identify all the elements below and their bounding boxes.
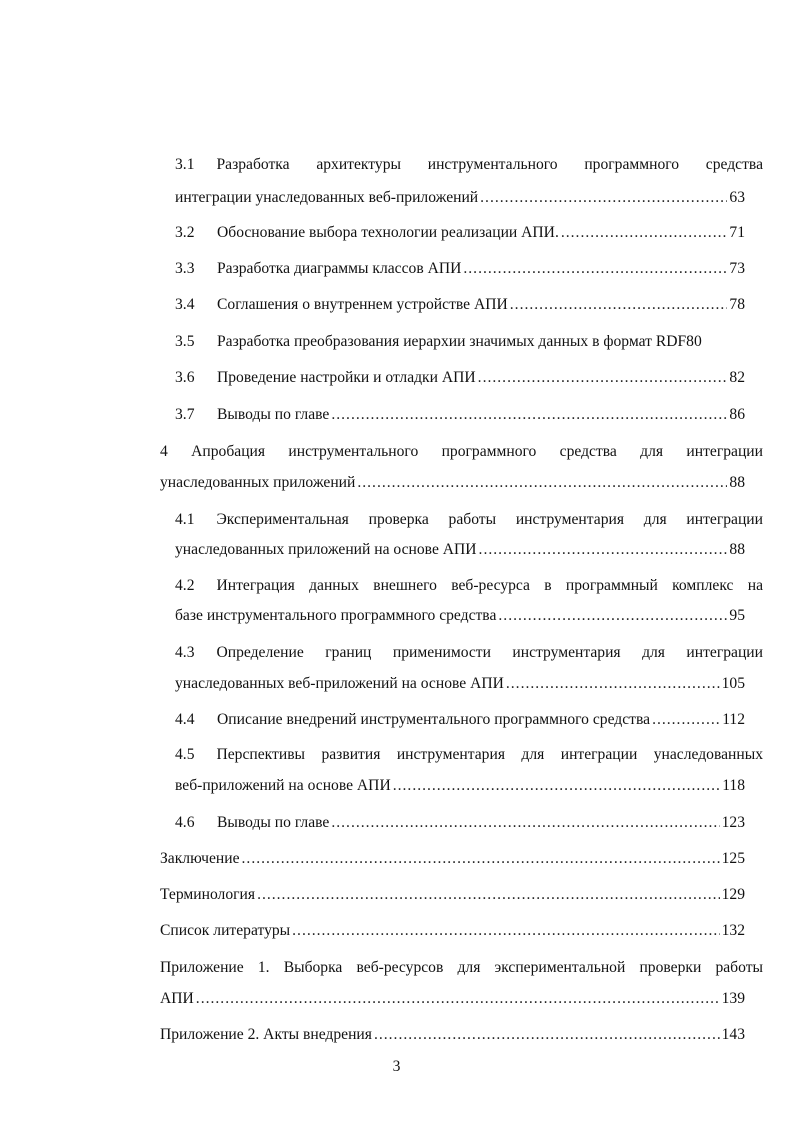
toc-entry-3-2 <box>175 222 745 244</box>
dot-leader <box>652 709 720 731</box>
toc-num: 3.2 <box>175 224 195 241</box>
toc-page: 95 <box>729 607 745 624</box>
toc-page: 129 <box>721 886 745 903</box>
toc-entry-4-5-line2 <box>175 775 745 797</box>
dot-leader <box>498 605 727 627</box>
toc-title: Приложение 2. Акты внедрения <box>160 1026 372 1043</box>
toc-entry-3-7 <box>175 404 745 426</box>
dot-leader <box>331 404 727 426</box>
dot-leader <box>357 472 727 494</box>
toc-entry-references <box>160 920 745 942</box>
toc-entry-4-4 <box>175 709 745 731</box>
toc-page: 123 <box>721 814 745 831</box>
toc-page: 105 <box>721 675 745 692</box>
dot-leader <box>478 367 728 389</box>
toc-title: Проведение настройки и отладки АПИ <box>217 369 476 386</box>
toc-title: 4 Апробация инструментального программного средства для интеграции <box>160 443 763 460</box>
toc-page: 78 <box>729 296 745 313</box>
toc-title: Перспективы развития инструментария для интеграции унаследованных <box>216 746 763 763</box>
toc-num: 3.7 <box>175 406 195 423</box>
toc-num: 3.3 <box>175 260 195 277</box>
toc-title: Описание внедрений инструментального программного средства <box>217 711 651 728</box>
toc-title: АПИ <box>160 990 194 1007</box>
toc-entry-4-1-line2 <box>175 539 745 561</box>
toc-title: Терминология <box>160 886 256 903</box>
toc-page: 132 <box>721 922 745 939</box>
toc-entry-3-4 <box>175 294 745 316</box>
toc-page: 118 <box>722 777 745 794</box>
toc-title: Заключение <box>160 850 240 867</box>
toc-entry-3-5 <box>175 331 765 353</box>
toc-entry-appendix-1-line2 <box>160 988 745 1010</box>
toc-title: Обоснование выбора технологии реализации АПИ. <box>217 224 559 241</box>
toc-title: Выводы по главе <box>217 814 330 831</box>
toc-num: 4.5 <box>175 746 195 763</box>
dot-leader <box>506 673 720 695</box>
toc-entry-4-1-line1 <box>175 509 763 531</box>
toc-entry-appendix-2 <box>160 1024 745 1046</box>
toc-entry-4-3-line2 <box>175 673 745 695</box>
toc-entry-conclusion <box>160 848 745 870</box>
toc-page: 82 <box>729 369 745 386</box>
toc-title: унаследованных приложений <box>160 474 356 491</box>
toc-title: Определение границ применимости инструментария для интеграции <box>216 644 763 661</box>
dot-leader <box>196 988 720 1010</box>
toc-num: 4.3 <box>175 644 195 661</box>
toc-page: 125 <box>721 850 745 867</box>
dot-leader <box>374 1024 720 1046</box>
dot-leader <box>393 775 720 797</box>
toc-entry-3-1-line2 <box>175 187 745 209</box>
toc-title: Список литературы <box>160 922 291 939</box>
toc-title: Разработка диаграммы классов АПИ <box>217 260 462 277</box>
toc-page: 112 <box>722 711 745 728</box>
dot-leader <box>479 539 728 561</box>
toc-num: 3.4 <box>175 296 195 313</box>
toc-page: 139 <box>721 990 745 1007</box>
toc-entry-terminology <box>160 884 745 906</box>
toc-page: 86 <box>729 406 745 423</box>
toc-num: 4.6 <box>175 814 195 831</box>
toc-entry-3-3 <box>175 258 745 280</box>
toc-num: 4.4 <box>175 711 195 728</box>
toc-entry-4-3-line1 <box>175 642 763 664</box>
toc-page: 71 <box>729 224 745 241</box>
dot-leader <box>292 920 719 942</box>
toc-entry-4-6 <box>175 812 745 834</box>
dot-leader <box>257 884 720 906</box>
toc-title: интеграции унаследованных веб-приложений <box>175 189 479 206</box>
toc-entry-3-1-line1 <box>175 154 763 176</box>
toc-title: Разработка преобразования иерархии значимых данных в формат RDF <box>217 333 687 350</box>
toc-title: Приложение 1. Выборка веб-ресурсов для экспериментальной проверки работы <box>160 959 763 976</box>
dot-leader <box>480 187 727 209</box>
toc-page: 88 <box>729 541 745 558</box>
toc-num: 3.6 <box>175 369 195 386</box>
toc-entry-4-2-line1 <box>175 575 763 597</box>
toc-page: 63 <box>729 189 745 206</box>
toc-entry-3-6 <box>175 367 745 389</box>
toc-entry-appendix-1-line1 <box>160 957 763 979</box>
toc-title: Выводы по главе <box>217 406 330 423</box>
toc-title: унаследованных приложений на основе АПИ <box>175 541 477 558</box>
dot-leader <box>561 222 728 244</box>
toc-entry-ch4-line2 <box>160 472 745 494</box>
toc-title: Разработка архитектуры инструментального программного средства <box>216 156 763 173</box>
dot-leader <box>510 294 728 316</box>
toc-num: 3.5 <box>175 333 195 350</box>
toc-title: Интеграция данных внешнего веб-ресурса в программный комплекс на <box>216 577 763 594</box>
toc-page: 80 <box>686 333 702 350</box>
toc-title: Соглашения о внутреннем устройстве АПИ <box>217 296 508 313</box>
toc-entry-ch4-line1 <box>160 441 763 463</box>
toc-num: 4.2 <box>175 577 195 594</box>
toc-num: 3.1 <box>175 156 195 173</box>
toc-title: унаследованных веб-приложений на основе АПИ <box>175 675 504 692</box>
toc-title: веб-приложений на основе АПИ <box>175 777 391 794</box>
dot-leader <box>331 812 719 834</box>
toc-num: 4.1 <box>175 511 195 528</box>
toc-title: базе инструментального программного средства <box>175 607 497 624</box>
page-number: 3 <box>392 1058 401 1075</box>
toc-title: Экспериментальная проверка работы инструментария для интеграции <box>216 511 763 528</box>
toc-entry-4-2-line2 <box>175 605 745 627</box>
dot-leader <box>463 258 727 280</box>
toc-page: 88 <box>729 474 745 491</box>
toc-page: 143 <box>721 1026 745 1043</box>
dot-leader <box>242 848 720 870</box>
toc-page: 73 <box>729 260 745 277</box>
toc-entry-4-5-line1 <box>175 744 763 766</box>
